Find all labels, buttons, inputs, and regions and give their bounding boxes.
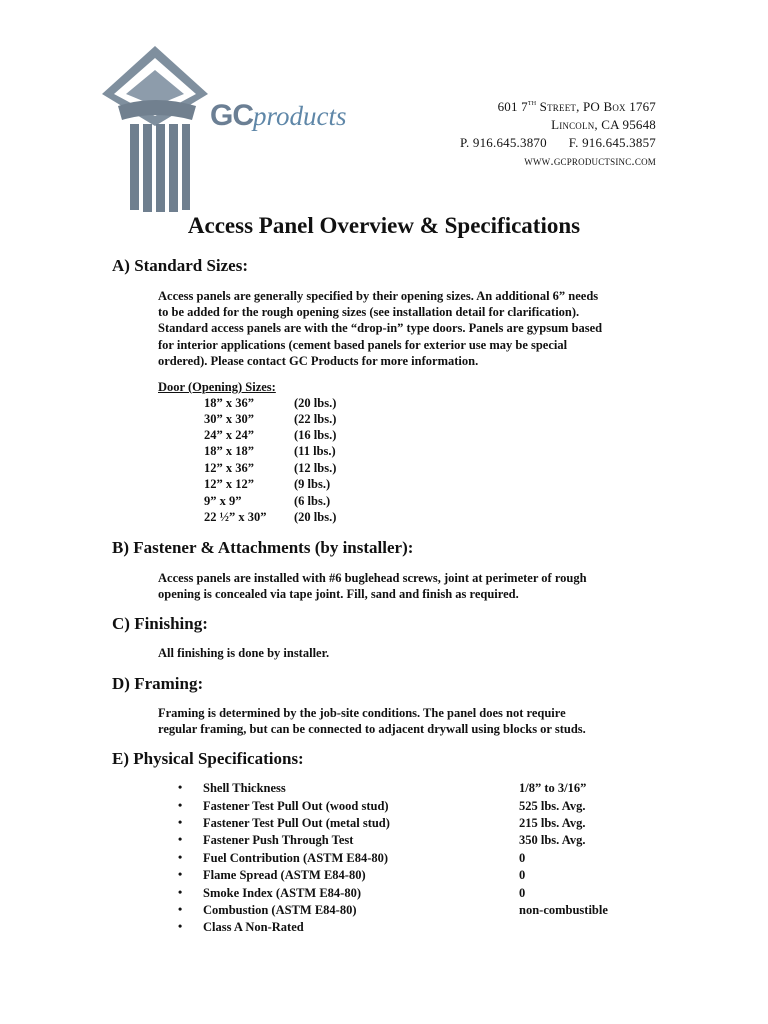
paragraph-line: to be added for the rough opening sizes (see installation detail for clarification).	[158, 305, 580, 320]
website-link[interactable]: www.gcproductsinc.com	[524, 153, 656, 168]
size-dimension: 9” x 9”	[204, 494, 242, 508]
size-weight: (12 lbs.)	[294, 461, 337, 475]
spec-row	[178, 799, 658, 816]
spec-value: 0	[519, 886, 526, 900]
bullet-icon: •	[178, 832, 183, 846]
size-dimension: 18” x 36”	[204, 396, 254, 410]
size-weight: (22 lbs.)	[294, 412, 337, 426]
logo-products: products	[253, 101, 347, 131]
spec-row	[178, 833, 658, 850]
section-b-paragraph	[158, 570, 658, 602]
size-weight: (20 lbs.)	[294, 510, 337, 524]
spec-name: Shell Thickness	[203, 781, 286, 795]
spec-name: Fastener Push Through Test	[203, 833, 354, 847]
size-dimension: 30” x 30”	[204, 412, 254, 426]
spec-value: 525 lbs. Avg.	[519, 799, 586, 813]
size-weight: (11 lbs.)	[294, 444, 336, 458]
size-weight: (6 lbs.)	[294, 494, 331, 508]
spec-name: Fastener Test Pull Out (wood stud)	[203, 799, 389, 813]
spec-value: 350 lbs. Avg.	[519, 833, 586, 847]
spec-name: Smoke Index (ASTM E84-80)	[203, 886, 361, 900]
spec-row	[178, 868, 658, 885]
bullet-icon: •	[178, 850, 183, 864]
company-address	[460, 94, 656, 170]
street-rest: Street, PO Box 1767	[536, 99, 656, 114]
bullet-icon: •	[178, 919, 183, 933]
section-e-heading: E) Physical Specifications:	[112, 749, 304, 768]
size-weight: (16 lbs.)	[294, 428, 337, 442]
size-dimension: 12” x 12”	[204, 477, 254, 491]
paragraph-line: for interior applications (cement based panels for exterior use may be special	[158, 337, 568, 352]
paragraph-line: Access panels are installed with #6 buglehead screws, joint at perimeter of rough	[158, 571, 587, 585]
logo-wordmark	[210, 99, 347, 133]
section-c-paragraph	[158, 645, 658, 661]
page-title: Access Panel Overview & Specifications	[187, 213, 581, 238]
paragraph-line: Access panels are generally specified by their opening sizes. An additional 6” needs	[158, 289, 599, 303]
spec-value: 0	[519, 868, 526, 882]
address-street	[460, 94, 656, 116]
logo-gc: GC	[210, 99, 253, 132]
paragraph-line: opening is concealed via tape joint. Fill, sand and finish as required.	[158, 587, 519, 602]
bullet-icon: •	[178, 798, 183, 812]
paragraph-line: Standard access panels are with the “drop-in” type doors. Panels are gypsum based	[158, 321, 603, 336]
bullet-icon: •	[178, 902, 183, 916]
paragraph-line: ordered). Please contact GC Products for more information.	[158, 353, 479, 368]
section-c-heading: C) Finishing:	[112, 614, 208, 633]
spec-value: 0	[519, 851, 526, 865]
phone-number: P. 916.645.3870	[460, 135, 547, 150]
spec-row	[178, 920, 658, 937]
size-weight: (20 lbs.)	[294, 396, 337, 410]
address-city: Lincoln, CA 95648	[551, 117, 656, 132]
spec-name: Flame Spread (ASTM E84-80)	[203, 868, 366, 882]
street-suffix: th	[527, 98, 537, 107]
spec-value: non-combustible	[519, 903, 608, 917]
bullet-icon: •	[178, 815, 183, 829]
size-weight: (9 lbs.)	[294, 477, 331, 491]
spec-name: Fastener Test Pull Out (metal stud)	[203, 816, 390, 830]
spec-row	[178, 781, 658, 798]
bullet-icon: •	[178, 867, 183, 881]
spec-value: 1/8” to 3/16”	[519, 781, 587, 795]
section-a-paragraph	[158, 288, 658, 369]
paragraph-line: All finishing is done by installer.	[158, 646, 330, 660]
address-phone-fax	[460, 134, 656, 152]
paragraph-line: Framing is determined by the job-site conditions. The panel does not require	[158, 706, 566, 720]
spec-row	[178, 851, 658, 868]
size-dimension: 22 ½” x 30”	[204, 510, 267, 524]
company-logo	[100, 44, 355, 214]
spec-name: Class A Non-Rated	[203, 920, 304, 934]
spec-name: Fuel Contribution (ASTM E84-80)	[203, 851, 389, 865]
size-dimension: 18” x 18”	[204, 444, 254, 458]
bullet-icon: •	[178, 780, 183, 794]
spec-row	[178, 816, 658, 833]
size-dimension: 24” x 24”	[204, 428, 254, 442]
spec-row	[178, 903, 658, 920]
section-d-heading: D) Framing:	[112, 674, 204, 693]
street-number: 601 7	[497, 99, 528, 114]
spec-name: Combustion (ASTM E84-80)	[203, 903, 357, 917]
section-b-heading: B) Fastener & Attachments (by installer):	[112, 538, 414, 557]
section-d-paragraph	[158, 705, 658, 737]
size-dimension: 12” x 36”	[204, 461, 254, 475]
bullet-icon: •	[178, 885, 183, 899]
spec-value: 215 lbs. Avg.	[519, 816, 586, 830]
paragraph-line: regular framing, but can be connected to adjacent drywall using blocks or studs.	[158, 722, 586, 737]
door-sizes-label: Door (Opening) Sizes:	[158, 380, 276, 394]
fax-number: F. 916.645.3857	[568, 135, 656, 150]
spec-row	[178, 886, 658, 903]
section-a-heading: A) Standard Sizes:	[112, 256, 249, 275]
